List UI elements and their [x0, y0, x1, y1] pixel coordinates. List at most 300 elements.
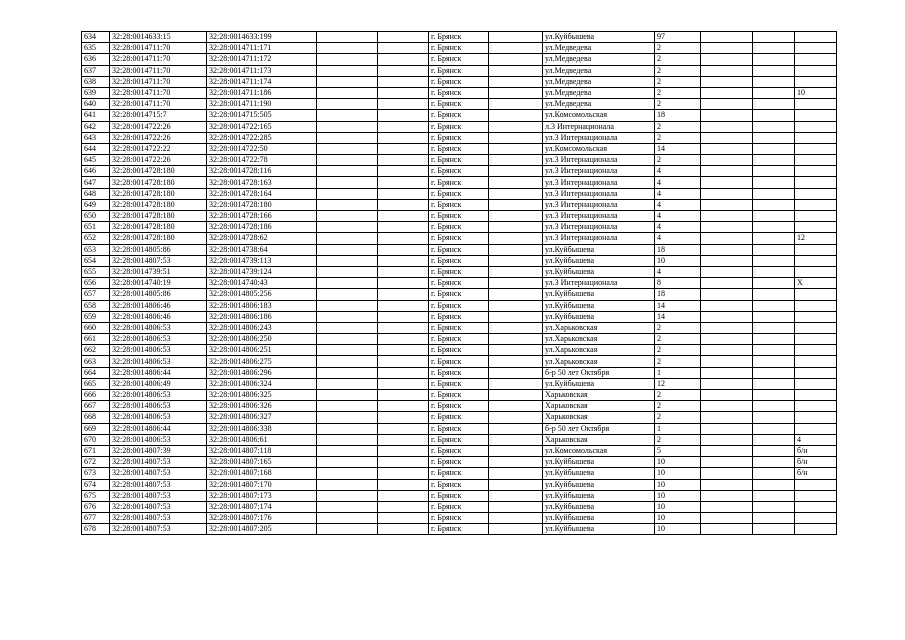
- document-sheet: [81, 31, 837, 535]
- cell-city: г. Брянск: [429, 479, 489, 490]
- cell-parent-cadastral-number: 32:28:0014806:44: [110, 423, 207, 434]
- cell-col-11: [753, 155, 795, 166]
- cell-col-4: [317, 87, 378, 98]
- cell-street: ул.Куйбышева: [543, 300, 655, 311]
- cell-city: г. Брянск: [429, 356, 489, 367]
- cell-col-10: [701, 110, 753, 121]
- cell-house-number: 10: [655, 524, 701, 535]
- cell-parent-cadastral-number: 32:28:0014711:70: [110, 99, 207, 110]
- table-row: [82, 490, 837, 501]
- cell-col-4: [317, 121, 378, 132]
- cell-col-4: [317, 43, 378, 54]
- cell-col-12: [795, 367, 837, 378]
- cell-parent-cadastral-number: 32:28:0014806:53: [110, 390, 207, 401]
- cell-col-11: [753, 367, 795, 378]
- cell-col-7: [489, 199, 543, 210]
- cell-parent-cadastral-number: 32:28:0014806:49: [110, 378, 207, 389]
- cell-col-5: [378, 255, 429, 266]
- cell-col-12: [795, 177, 837, 188]
- table-row: [82, 76, 837, 87]
- cell-col-4: [317, 479, 378, 490]
- table-row: [82, 132, 837, 143]
- cell-city: г. Брянск: [429, 110, 489, 121]
- cell-col-10: [701, 300, 753, 311]
- cell-col-11: [753, 390, 795, 401]
- cell-cadastral-number: 32:28:0014807:168: [207, 468, 317, 479]
- cell-city: г. Брянск: [429, 188, 489, 199]
- cell-house-number: 2: [655, 356, 701, 367]
- cell-house-number: 97: [655, 32, 701, 43]
- cell-col-5: [378, 32, 429, 43]
- cell-house-number: 18: [655, 289, 701, 300]
- cell-col-12: [795, 155, 837, 166]
- cell-col-7: [489, 233, 543, 244]
- table-row: [82, 445, 837, 456]
- cell-col-12: [795, 32, 837, 43]
- cell-col-12: [795, 76, 837, 87]
- cell-col-10: [701, 434, 753, 445]
- cell-row-number: 646: [82, 166, 110, 177]
- cell-cadastral-number: 32:28:0014728:186: [207, 222, 317, 233]
- cell-col-11: [753, 255, 795, 266]
- cell-parent-cadastral-number: 32:28:0014711:70: [110, 43, 207, 54]
- cell-parent-cadastral-number: 32:28:0014805:86: [110, 244, 207, 255]
- cell-col-10: [701, 412, 753, 423]
- cell-cadastral-number: 32:28:0014805:256: [207, 289, 317, 300]
- cell-col-11: [753, 110, 795, 121]
- cell-col-10: [701, 457, 753, 468]
- table-row: [82, 266, 837, 277]
- cell-street: ул.Комсомольская: [543, 445, 655, 456]
- cell-col-12: 4: [795, 434, 837, 445]
- cell-street: ул.Медведева: [543, 99, 655, 110]
- cell-col-5: [378, 54, 429, 65]
- cell-house-number: 4: [655, 199, 701, 210]
- cell-city: г. Брянск: [429, 457, 489, 468]
- cell-city: г. Брянск: [429, 278, 489, 289]
- cell-parent-cadastral-number: 32:28:0014806:53: [110, 345, 207, 356]
- cell-col-5: [378, 501, 429, 512]
- cell-city: г. Брянск: [429, 32, 489, 43]
- cell-col-4: [317, 76, 378, 87]
- cell-col-7: [489, 300, 543, 311]
- cell-street: ул.3 Интернационала: [543, 155, 655, 166]
- cell-col-5: [378, 188, 429, 199]
- table-row: [82, 322, 837, 333]
- cell-col-12: [795, 412, 837, 423]
- cell-col-7: [489, 412, 543, 423]
- cell-row-number: 641: [82, 110, 110, 121]
- cell-col-12: [795, 132, 837, 143]
- cell-col-12: [795, 143, 837, 154]
- cell-parent-cadastral-number: 32:28:0014711:70: [110, 76, 207, 87]
- cell-row-number: 657: [82, 289, 110, 300]
- cell-parent-cadastral-number: 32:28:0014728:180: [110, 222, 207, 233]
- cell-row-number: 650: [82, 211, 110, 222]
- cell-city: г. Брянск: [429, 76, 489, 87]
- cell-col-10: [701, 199, 753, 210]
- cell-col-12: [795, 65, 837, 76]
- cell-cadastral-number: 32:28:0014806:186: [207, 311, 317, 322]
- cell-house-number: 2: [655, 155, 701, 166]
- cell-cadastral-number: 32:28:0014739:124: [207, 266, 317, 277]
- table-row: [82, 222, 837, 233]
- cell-cadastral-number: 32:28:0014728:166: [207, 211, 317, 222]
- cell-street: ул.Харьковская: [543, 356, 655, 367]
- cell-col-11: [753, 513, 795, 524]
- table-row: [82, 188, 837, 199]
- cell-col-10: [701, 479, 753, 490]
- cell-col-4: [317, 143, 378, 154]
- table-row: [82, 233, 837, 244]
- cell-parent-cadastral-number: 32:28:0014728:180: [110, 188, 207, 199]
- cell-col-10: [701, 54, 753, 65]
- cell-col-4: [317, 468, 378, 479]
- cell-street: ул.3 Интернационала: [543, 222, 655, 233]
- cell-house-number: 1: [655, 423, 701, 434]
- table-row: [82, 99, 837, 110]
- cell-cadastral-number: 32:28:0014806:275: [207, 356, 317, 367]
- cell-street: ул.Куйбышева: [543, 266, 655, 277]
- cell-col-11: [753, 412, 795, 423]
- cell-col-11: [753, 222, 795, 233]
- cell-city: г. Брянск: [429, 445, 489, 456]
- cell-house-number: 10: [655, 513, 701, 524]
- table-row: [82, 457, 837, 468]
- cell-parent-cadastral-number: 32:28:0014722:22: [110, 143, 207, 154]
- cell-col-4: [317, 345, 378, 356]
- cell-house-number: 10: [655, 457, 701, 468]
- cell-house-number: 4: [655, 211, 701, 222]
- cell-street: ул.Куйбышева: [543, 255, 655, 266]
- cell-house-number: 2: [655, 412, 701, 423]
- cell-cadastral-number: 32:28:0014806:296: [207, 367, 317, 378]
- cell-parent-cadastral-number: 32:28:0014806:44: [110, 367, 207, 378]
- cell-col-5: [378, 132, 429, 143]
- cell-col-7: [489, 222, 543, 233]
- cell-col-11: [753, 468, 795, 479]
- cell-cadastral-number: 32:28:0014711:173: [207, 65, 317, 76]
- cell-col-4: [317, 412, 378, 423]
- cell-col-10: [701, 378, 753, 389]
- cell-parent-cadastral-number: 32:28:0014807:39: [110, 445, 207, 456]
- cell-city: г. Брянск: [429, 334, 489, 345]
- cell-col-7: [489, 490, 543, 501]
- cell-col-7: [489, 345, 543, 356]
- cell-col-12: [795, 199, 837, 210]
- cell-col-5: [378, 524, 429, 535]
- cell-street: ул.3 Интернационала: [543, 188, 655, 199]
- cell-col-4: [317, 300, 378, 311]
- table-row: [82, 289, 837, 300]
- cell-parent-cadastral-number: 32:28:0014807:53: [110, 524, 207, 535]
- cell-col-5: [378, 155, 429, 166]
- cell-col-11: [753, 233, 795, 244]
- cell-col-7: [489, 513, 543, 524]
- cell-col-4: [317, 334, 378, 345]
- cell-city: г. Брянск: [429, 132, 489, 143]
- cell-col-5: [378, 199, 429, 210]
- cell-city: г. Брянск: [429, 412, 489, 423]
- cell-col-4: [317, 513, 378, 524]
- cell-cadastral-number: 32:28:0014807:205: [207, 524, 317, 535]
- table-row: [82, 356, 837, 367]
- cell-row-number: 637: [82, 65, 110, 76]
- cell-col-7: [489, 445, 543, 456]
- cell-parent-cadastral-number: 32:28:0014807:53: [110, 255, 207, 266]
- cell-parent-cadastral-number: 32:28:0014728:180: [110, 199, 207, 210]
- table-row: [82, 423, 837, 434]
- cell-col-4: [317, 457, 378, 468]
- cell-col-5: [378, 367, 429, 378]
- table-row: [82, 278, 837, 289]
- cell-cadastral-number: 32:28:0014711:171: [207, 43, 317, 54]
- cell-house-number: 2: [655, 87, 701, 98]
- cell-house-number: 2: [655, 390, 701, 401]
- cell-col-12: [795, 211, 837, 222]
- cell-col-4: [317, 244, 378, 255]
- cell-cadastral-number: 32:28:0014738:64: [207, 244, 317, 255]
- cell-col-12: [795, 345, 837, 356]
- cell-col-5: [378, 110, 429, 121]
- cell-col-10: [701, 222, 753, 233]
- cell-parent-cadastral-number: 32:28:0014806:53: [110, 334, 207, 345]
- cell-col-10: [701, 278, 753, 289]
- table-row: [82, 345, 837, 356]
- table-row: [82, 367, 837, 378]
- table-row: [82, 334, 837, 345]
- cell-city: г. Брянск: [429, 311, 489, 322]
- cell-cadastral-number: 32:28:0014739:113: [207, 255, 317, 266]
- cell-col-5: [378, 99, 429, 110]
- cell-col-10: [701, 334, 753, 345]
- cell-col-7: [489, 65, 543, 76]
- table-row: [82, 501, 837, 512]
- cell-cadastral-number: 32:28:0014807:176: [207, 513, 317, 524]
- cell-street: ул.3 Интернационала: [543, 177, 655, 188]
- cell-row-number: 670: [82, 434, 110, 445]
- cell-col-4: [317, 211, 378, 222]
- cell-col-7: [489, 524, 543, 535]
- cell-cadastral-number: 32:28:0014807:173: [207, 490, 317, 501]
- cell-col-11: [753, 99, 795, 110]
- cell-street: ул.3 Интернационала: [543, 211, 655, 222]
- cell-col-11: [753, 266, 795, 277]
- cell-col-5: [378, 244, 429, 255]
- cell-col-11: [753, 401, 795, 412]
- cell-col-10: [701, 43, 753, 54]
- cell-col-10: [701, 367, 753, 378]
- cell-row-number: 658: [82, 300, 110, 311]
- cell-row-number: 677: [82, 513, 110, 524]
- cell-city: г. Брянск: [429, 166, 489, 177]
- cell-col-5: [378, 289, 429, 300]
- cell-col-10: [701, 423, 753, 434]
- cell-col-7: [489, 401, 543, 412]
- cell-house-number: 2: [655, 434, 701, 445]
- cell-street: б-р 50 лет Октября: [543, 367, 655, 378]
- cell-col-10: [701, 289, 753, 300]
- cell-row-number: 640: [82, 99, 110, 110]
- cell-house-number: 14: [655, 143, 701, 154]
- cell-col-12: [795, 378, 837, 389]
- cell-house-number: 4: [655, 166, 701, 177]
- cell-parent-cadastral-number: 32:28:0014807:53: [110, 457, 207, 468]
- cell-cadastral-number: 32:28:0014807:165: [207, 457, 317, 468]
- cell-house-number: 14: [655, 311, 701, 322]
- cell-row-number: 675: [82, 490, 110, 501]
- cell-row-number: 647: [82, 177, 110, 188]
- cell-col-7: [489, 479, 543, 490]
- cell-row-number: 660: [82, 322, 110, 333]
- cell-col-11: [753, 199, 795, 210]
- cell-col-12: [795, 110, 837, 121]
- cell-cadastral-number: 32:28:0014728:164: [207, 188, 317, 199]
- cell-col-5: [378, 76, 429, 87]
- table-row: [82, 390, 837, 401]
- cell-cadastral-number: 32:28:0014711:174: [207, 76, 317, 87]
- table-row: [82, 255, 837, 266]
- table-row: [82, 468, 837, 479]
- cell-street: Харьковская: [543, 434, 655, 445]
- cell-house-number: 4: [655, 233, 701, 244]
- cell-street: ул.3 Интернационала: [543, 166, 655, 177]
- cell-street: ул.Медведева: [543, 76, 655, 87]
- cell-col-12: [795, 266, 837, 277]
- cell-cadastral-number: 32:28:0014728:180: [207, 199, 317, 210]
- cell-col-4: [317, 278, 378, 289]
- cell-col-4: [317, 132, 378, 143]
- register-table-body: [82, 32, 837, 535]
- cell-street: Харьковская: [543, 390, 655, 401]
- table-row: [82, 143, 837, 154]
- cell-col-5: [378, 423, 429, 434]
- cell-city: г. Брянск: [429, 367, 489, 378]
- cell-row-number: 676: [82, 501, 110, 512]
- cell-row-number: 669: [82, 423, 110, 434]
- cell-row-number: 673: [82, 468, 110, 479]
- cell-row-number: 654: [82, 255, 110, 266]
- cell-col-4: [317, 65, 378, 76]
- cell-col-4: [317, 390, 378, 401]
- table-row: [82, 87, 837, 98]
- cell-col-7: [489, 188, 543, 199]
- cell-city: г. Брянск: [429, 87, 489, 98]
- cell-col-11: [753, 490, 795, 501]
- cell-street: ул.Медведева: [543, 54, 655, 65]
- cell-col-5: [378, 378, 429, 389]
- cell-col-11: [753, 43, 795, 54]
- cell-city: г. Брянск: [429, 54, 489, 65]
- cell-city: г. Брянск: [429, 524, 489, 535]
- cell-col-4: [317, 311, 378, 322]
- cell-col-4: [317, 177, 378, 188]
- cell-col-4: [317, 445, 378, 456]
- table-row: [82, 434, 837, 445]
- cell-col-4: [317, 401, 378, 412]
- cell-col-7: [489, 356, 543, 367]
- cell-house-number: 2: [655, 65, 701, 76]
- cell-city: г. Брянск: [429, 378, 489, 389]
- cell-street: ул.Куйбышева: [543, 378, 655, 389]
- cell-city: г. Брянск: [429, 199, 489, 210]
- cell-col-5: [378, 311, 429, 322]
- cell-col-11: [753, 345, 795, 356]
- cell-cadastral-number: 32:28:0014722:78: [207, 155, 317, 166]
- cell-house-number: 4: [655, 222, 701, 233]
- table-row: [82, 378, 837, 389]
- cell-house-number: 12: [655, 378, 701, 389]
- cell-street: ул.Харьковская: [543, 334, 655, 345]
- cell-city: г. Брянск: [429, 244, 489, 255]
- table-row: [82, 401, 837, 412]
- cell-col-7: [489, 322, 543, 333]
- cell-col-4: [317, 166, 378, 177]
- cell-col-10: [701, 233, 753, 244]
- cell-city: г. Брянск: [429, 401, 489, 412]
- cell-city: г. Брянск: [429, 177, 489, 188]
- cell-cadastral-number: 32:28:0014722:50: [207, 143, 317, 154]
- cell-col-12: [795, 479, 837, 490]
- cell-col-4: [317, 367, 378, 378]
- cell-col-10: [701, 356, 753, 367]
- cell-street: л.3 Интернационала: [543, 121, 655, 132]
- cell-col-10: [701, 490, 753, 501]
- cell-row-number: 644: [82, 143, 110, 154]
- cell-col-7: [489, 390, 543, 401]
- cell-col-4: [317, 199, 378, 210]
- cell-col-12: [795, 54, 837, 65]
- cell-col-10: [701, 322, 753, 333]
- cell-col-4: [317, 155, 378, 166]
- cell-row-number: 661: [82, 334, 110, 345]
- cell-col-7: [489, 334, 543, 345]
- cell-col-10: [701, 211, 753, 222]
- table-row: [82, 412, 837, 423]
- table-row: [82, 479, 837, 490]
- cell-row-number: 649: [82, 199, 110, 210]
- cell-col-11: [753, 457, 795, 468]
- cell-street: ул.Куйбышева: [543, 490, 655, 501]
- cell-col-5: [378, 513, 429, 524]
- cell-col-12: [795, 99, 837, 110]
- cell-col-12: б/н: [795, 457, 837, 468]
- cell-col-7: [489, 378, 543, 389]
- cell-col-12: [795, 166, 837, 177]
- cell-col-7: [489, 266, 543, 277]
- cell-col-11: [753, 76, 795, 87]
- cell-cadastral-number: 32:28:0014806:251: [207, 345, 317, 356]
- cell-row-number: 674: [82, 479, 110, 490]
- table-row: [82, 524, 837, 535]
- cell-col-4: [317, 434, 378, 445]
- cell-house-number: 5: [655, 445, 701, 456]
- cell-cadastral-number: 32:28:0014806:327: [207, 412, 317, 423]
- cell-col-5: [378, 166, 429, 177]
- cell-col-7: [489, 244, 543, 255]
- cell-row-number: 651: [82, 222, 110, 233]
- cell-street: ул.Комсомольская: [543, 143, 655, 154]
- cell-parent-cadastral-number: 32:28:0014807:53: [110, 513, 207, 524]
- cell-col-11: [753, 378, 795, 389]
- cell-col-7: [489, 311, 543, 322]
- cell-col-11: [753, 121, 795, 132]
- cell-col-10: [701, 401, 753, 412]
- cell-col-10: [701, 166, 753, 177]
- cell-col-4: [317, 501, 378, 512]
- cell-cadastral-number: 32:28:0014807:118: [207, 445, 317, 456]
- cell-row-number: 653: [82, 244, 110, 255]
